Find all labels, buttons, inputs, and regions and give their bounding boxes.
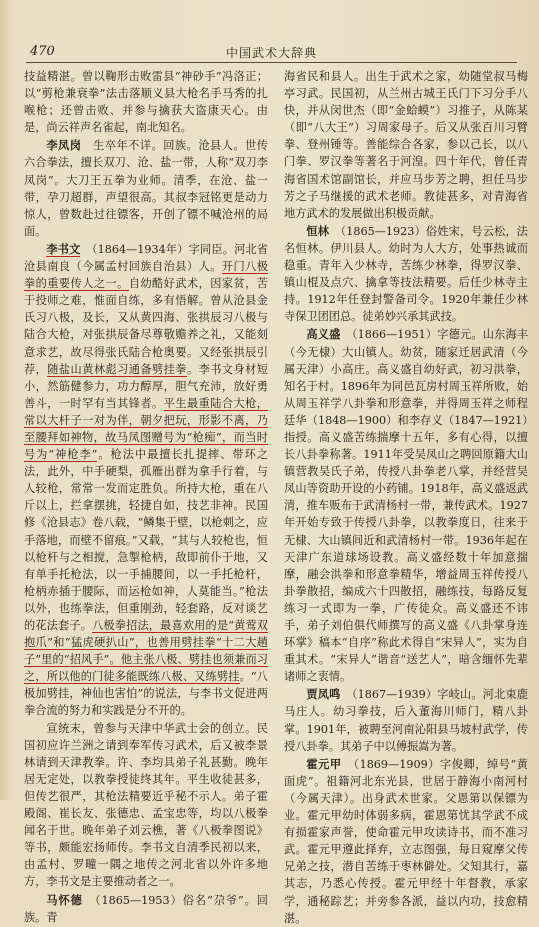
entry-body: （1869—1909）字俊卿，绰号“黄面虎”。祖籍河北东光县，世居于静海小南河村（今属天津）。出身武术世家。父恩第以保镖为业。霍元甲幼时体弱多病，霍恩第忧其学武不成有损霍家声誉，使命霍元甲攻读诗书，而不准习武。霍元甲遵此择弃，立志图强，每日窥摩父传兄弟之技，潜自苦练于枣林僻处。父知其行，嘉其志，乃悉心传授。霍元甲经十年督教，承家学，通秘踪艺；并旁参各派，益以内功，技愈精湛。	[284, 757, 528, 925]
entry-body: （1865—1923）俗姓宋，号云松，法名恒林。伊川县人。幼时为人大方，处事热诚而稳重。青年入少林寺，苦练少林拳，得罗汉拳、镇山棍及点穴、擒拿等技法精要。后任少林寺主持。1912年任登封警备司令。1920年兼任少林寺保卫团团总。徒弟妙兴承其武技。	[284, 224, 528, 324]
underlined-phrase: 随盐山黄林彪习通备劈挂拳	[47, 362, 187, 376]
entry-headword: 贾凤鸣	[306, 687, 341, 702]
entry-body: （1866—1951）字德元。山东海丰（今无棣）大山镇人。幼贫，随家迁居武清（今属天津）小高庄。高义盛自幼好武，初习洪拳，知名于村。1896年为同邑瓦房村周玉祥所败，始从周玉祥学八卦拳和形意拳，并得周玉祥之师程廷华（1848—1900）和李存义（1847—1921）指授。高义盛苦练揣摩十五年，多有心得，以擅长八卦拳称著。1911年受吴凤山之聘回原籍大山镇营教吴氏子弟，传授八卦拳老八掌，并经营吴凤山等资助开设的小药铺。1918年，高义盛返武清，推车贩布于武清杨村一带，兼传武术。1927年开始专致于传授八卦拳，以教拳度日，往来于无棣、大山镇间近和武清杨村一带。1936年起在天津广东道球场设教。高义盛经数十年加意揣摩，融会洪拳和形意拳精华，增益周玉祥传授八卦拳散招，编成六十四散招，融练技，每路反复练习一式即为一拳，广传徒众。高义盛还不讳手，弟子刘伯俱代师撰写的高义盛《八卦掌身连环掌》稿本“自序”称此术得自“宋异人”，实为自重其术。“宋异人”谐音“送艺人”，暗含缅怀先辈诸师之衷情。	[284, 328, 528, 684]
book-title: 中国武术大辞典	[225, 46, 317, 60]
entry-headword-underlined: 李书文	[46, 241, 81, 256]
entry-body: 。“八极加劈挂，神仙也害怕”的说法，与李书文促进两拳合流的努力和实践是分不开的。	[24, 670, 268, 718]
underlined-phrase: 八极拳招法，最喜欢用的是“黄莺双抱爪”和“猛虎硬扒山”，也善用劈挂拳“十二大趟子”里的“招风手”。他主张八极、劈挂也须兼而习之，所以他的门徒多能既练八极、又练劈挂	[24, 619, 268, 684]
entry-headword: 高义盛	[306, 327, 341, 342]
entry-headword: 李凤岗	[46, 138, 82, 153]
page-number: 470	[30, 44, 55, 59]
entry-body: 。李书文身材短小，然筋健参力，功力醇厚，胆气充沛，放好勇善斗，一时罕有当其锋者。	[24, 362, 268, 410]
entry-ma-huaide	[24, 892, 268, 926]
entry-heng-lin	[284, 223, 528, 326]
entry-headword: 恒林	[306, 223, 330, 238]
underlined-phrase: 开门八极拳的重要传人之一。	[24, 260, 268, 291]
entry-body: 自幼酷好武术，因家贫，苦于投师之难，惟面自练，多有悟解。曾从沧县金氏习八极，及长，又从黄四海、张拱辰习八极与陆合大枪，对张拱辰备尽尊敬赡养之礼，又能刻意求艺，故尽得张氏陆合枪奥要。又经张拱辰引荐，	[24, 277, 268, 376]
underlined-phrase: 平生最重陆合大枪，常以大杆子一对为伴，朝夕把玩，形影不离，乃至腰拜如神物，故马凤图赠号为“枪痴”，而当时号为“神枪李”	[24, 396, 268, 462]
left-column	[24, 68, 268, 924]
entry-li-fenggang	[24, 137, 268, 240]
entry-huo-yuanjia	[284, 756, 528, 927]
page-header	[26, 40, 517, 63]
entry-headword: 霍元甲	[306, 756, 342, 771]
paragraph-ma-huaide-cont: 海省民和县人。出生于武术之家，幼随堂叔马梅亭习武。民国初，从兰州古城王氏门下习分手八快，并从闵世杰（即“金蛤蟆”）习推子，从陈某（即“八大王”）习周家母子。后又从张百川习臂拳、登州锤等。善能综合各家，参以己长，以八门拳、罗汉拳等著名于河湟。四十年代，曾任青海省国术馆副馆长，并应马步芳之聘，担任马步芳之子马继援的武术老师。教徒甚多，对青海省地方武术的发展做出积极贡献。	[284, 70, 528, 220]
entry-body: （1867—1939）字岐山。河北束鹿马庄人。幼习拳技，后入董海川师门，精八卦掌。1901年，被聘至河南沁阳县马坡村武学，传授八卦拳。其弟子中以傅振嵩为著。	[284, 688, 528, 753]
paragraph-shang-yunxiang-end: 技益精湛。曾以鞠形击败雷县“神砂手”冯洛正；以“剪枪兼衰拳”法击落顺义县大枪名手马秀的扎喉枪；还曾击败、并参与擒获大盗康天心。由是，尚云祥声名雀起，南北知名。	[24, 70, 268, 135]
paragraph-li-shuwen-later: 宣统末，曾参与天津中华武士会的创立。民国初应许兰洲之请到奉军传习武术，后又被李景林请到天津教拳。许、李均具弟子礼甚勤。晚年居无定处，以教拳授徒终其年。平生收徒甚多，但传艺很严，其枪法精要近乎秘不示人。弟子霍殿阁、崔长友、张德忠、孟宝忠等，均以八极拳闻名于世。晚年弟子刘云樵，著《八极拳图说》等书，颇能宏扬师传。李书文自清季民初以来，由孟村、罗疃一隅之地传之河北省以外许多地方，李书文是主要推动者之一。	[24, 721, 268, 889]
entry-gao-yisheng	[284, 326, 528, 685]
entry-body: （1865—1953）俗名“尕爷”。回族。青	[24, 893, 268, 924]
entry-headword: 马怀德	[46, 892, 83, 907]
entry-jia-fengming	[284, 686, 528, 754]
right-column	[284, 68, 528, 925]
entry-body: 。枪法中最擅长扎提摔、带环之法，此外，中手硬梨，孤雁出群为拿手行着，与人较枪，常常一发而定胜负。所持大枪，重在八斤以上，拦拿摆挑，轻捷自如，技艺非神。民国修《沧县志》卷八载，“鳞集于壁，以枪刺之，应手落地，而壁不留痕。”又载，“其与人较枪也，恒以枪杆与之相搅，急掣枪柄，敌即前仆于地，又有单手托枪法，以一手捕腰间，以一手托枪杆，枪柄赤插于腰际，而运枪如神，人莫能当。”枪法以外，也练拳法，但重刚劲，轻套路，反对谈艺的花法套子。	[24, 448, 268, 632]
entry-body: 生卒年不详。回族。沧县人。世传六合拳法，擅长双刀、沧、盐一带，人称“双刀李凤岗”。大刀王五拳为业师。清季，在沧、盐一带，孕刀超群，声望很高。其叔李冠铭更是动力惊人，曾数赴过往镖客，开创了镖不喊沧州的局面。	[24, 139, 268, 238]
entry-body: （1864—1934年）字同臣。河北省沧县南良（今属孟村回族自治县）人。	[24, 242, 268, 274]
entry-li-shuwen	[24, 241, 268, 720]
